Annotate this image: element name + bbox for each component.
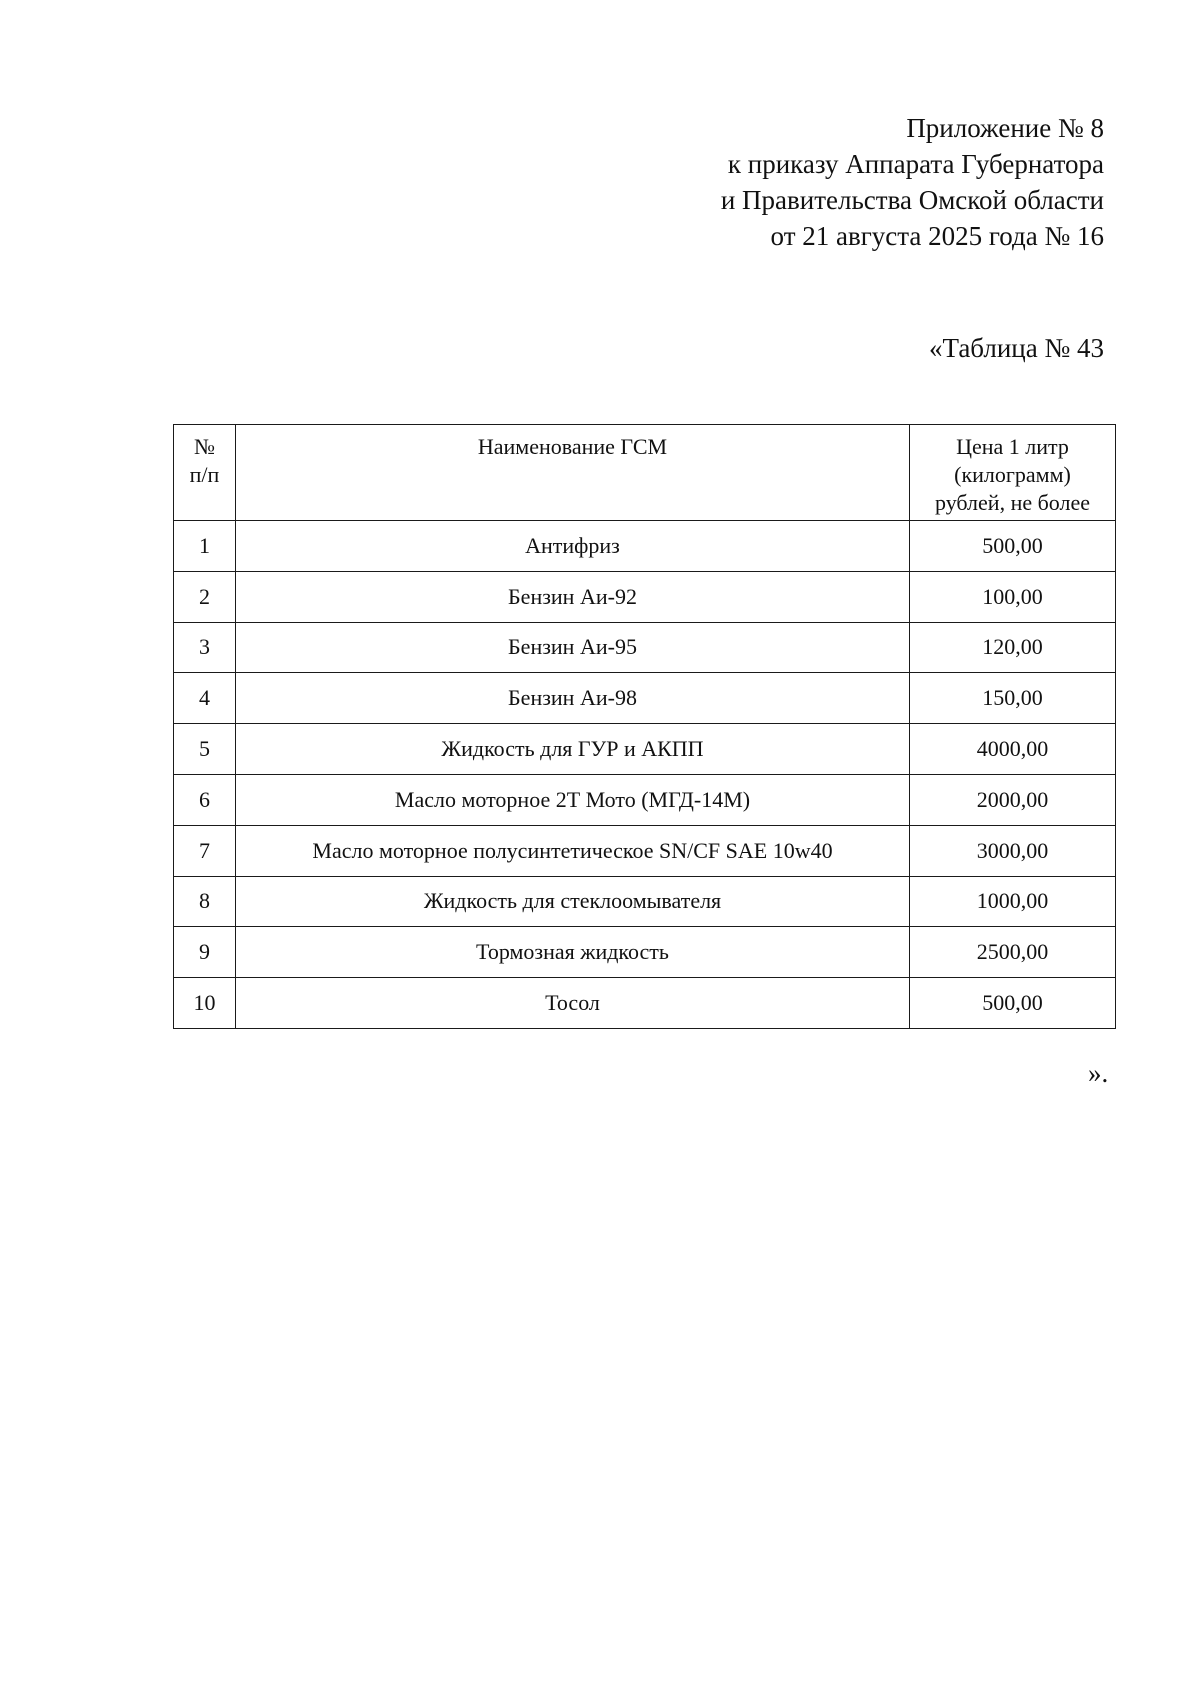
row-name: Жидкость для ГУР и АКПП xyxy=(236,724,910,775)
row-name: Тосол xyxy=(236,978,910,1029)
row-number: 8 xyxy=(174,876,236,927)
row-price: 120,00 xyxy=(910,622,1116,673)
header-price-line-3: рублей, не более xyxy=(934,490,1091,515)
table-row xyxy=(174,673,1116,724)
header-number-symbol: № xyxy=(194,434,215,459)
row-number: 5 xyxy=(174,724,236,775)
row-price: 2000,00 xyxy=(910,774,1116,825)
fuel-price-table xyxy=(173,424,1116,1029)
row-name: Жидкость для стеклоомывателя xyxy=(236,876,910,927)
row-name: Бензин Аи-95 xyxy=(236,622,910,673)
table-caption: «Таблица № 43 xyxy=(929,333,1104,363)
table-row xyxy=(174,825,1116,876)
table-row xyxy=(174,978,1116,1029)
row-price: 2500,00 xyxy=(910,927,1116,978)
table-row xyxy=(174,876,1116,927)
table-row xyxy=(174,521,1116,572)
row-number: 9 xyxy=(174,927,236,978)
row-number: 10 xyxy=(174,978,236,1029)
order-date-line: от 21 августа 2025 года № 16 xyxy=(770,221,1104,251)
header-number xyxy=(174,425,236,521)
row-name: Тормозная жидкость xyxy=(236,927,910,978)
table-row xyxy=(174,571,1116,622)
row-number: 4 xyxy=(174,673,236,724)
table-row xyxy=(174,622,1116,673)
row-number: 3 xyxy=(174,622,236,673)
header-price-line-1: Цена 1 литр xyxy=(956,434,1069,459)
header-number-abbr: п/п xyxy=(189,462,220,487)
row-price: 500,00 xyxy=(910,978,1116,1029)
row-number: 6 xyxy=(174,774,236,825)
header-price xyxy=(910,425,1116,521)
row-name: Бензин Аи-98 xyxy=(236,673,910,724)
table-row xyxy=(174,927,1116,978)
row-price: 3000,00 xyxy=(910,825,1116,876)
order-reference-line: к приказу Аппарата Губернатора xyxy=(727,149,1104,179)
row-price: 150,00 xyxy=(910,673,1116,724)
row-name: Масло моторное 2Т Мото (МГД-14М) xyxy=(236,774,910,825)
row-number: 7 xyxy=(174,825,236,876)
row-name: Бензин Аи-92 xyxy=(236,571,910,622)
appendix-header xyxy=(721,110,1104,254)
table-row xyxy=(174,774,1116,825)
row-name: Антифриз xyxy=(236,521,910,572)
row-price: 100,00 xyxy=(910,571,1116,622)
row-number: 2 xyxy=(174,571,236,622)
row-number: 1 xyxy=(174,521,236,572)
closing-quote: ». xyxy=(1088,1058,1109,1088)
row-name: Масло моторное полусинтетическое SN/CF SAE 10w40 xyxy=(236,825,910,876)
table-row xyxy=(174,724,1116,775)
government-line: и Правительства Омской области xyxy=(720,185,1104,215)
table-header-row xyxy=(174,425,1116,521)
row-price: 1000,00 xyxy=(910,876,1116,927)
appendix-number: Приложение № 8 xyxy=(906,113,1104,143)
row-price: 4000,00 xyxy=(910,724,1116,775)
header-name: Наименование ГСМ xyxy=(236,425,910,521)
header-price-line-2: (килограмм) xyxy=(954,462,1071,487)
row-price: 500,00 xyxy=(910,521,1116,572)
